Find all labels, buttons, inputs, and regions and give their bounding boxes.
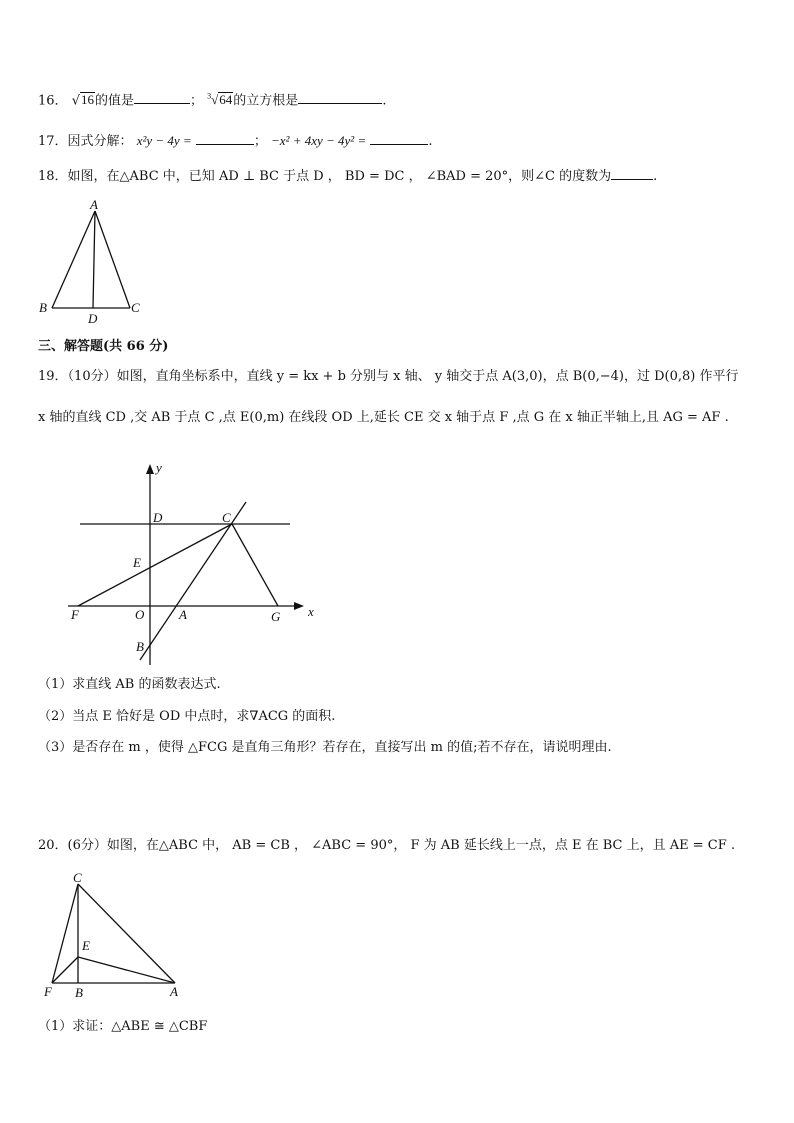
q18-triangle-figure [30,196,160,331]
label-y: y [156,460,162,475]
label-f: F [71,607,79,622]
section-title: 三、解答题(共 66 分) [38,339,169,354]
q20-triangle-figure [40,870,190,1005]
label-o: O [135,607,145,622]
q17-answer-blank-1[interactable] [196,132,254,145]
q18-number: 18． [38,169,68,184]
q17-expression-2: −x² + 4xy − 4y² = [271,133,367,148]
label-b: B [75,985,83,1000]
q17-end: . [428,134,433,149]
q17-answer-blank-2[interactable] [370,132,428,145]
segment-ca [78,884,175,983]
segment-fc [78,524,232,606]
question-19-line-2: x 轴的直线 CD ,交 AB 于点 C ,点 E(0,m) 在线段 OD 上,延长 CE 交 x 轴于点 F ,点 G 在 x 轴正半轴上,且 AG = AF . [38,410,729,425]
q18-text: 如图，在△ABC 中，已知 AD ⊥ BC 于点 D ， BD = DC ， ∠BAD = 20°，则∠C 的度数为 [67,169,612,184]
q17-separator: ； [253,134,267,149]
segment-cg [232,524,278,606]
q16-number: 16． [38,93,68,109]
label-e: E [133,555,141,570]
q19-subquestion-3: （3）是否存在 m ，使得 △FCG 是直角三角形？若存在，直接写出 m 的值;若不存在，请说明理由. [38,740,612,755]
label-f: F [44,984,52,999]
cbrt-radical: $^3$√ [207,92,219,108]
q19-coordinate-figure [60,460,330,670]
q16-separator: ； [190,93,204,109]
label-a: A [179,607,187,622]
question-16 [38,89,386,109]
question-18 [38,167,657,185]
segment-cf [52,884,78,983]
q16-answer-blank-1[interactable] [134,91,190,104]
segment-ab [52,211,95,308]
sqrt-radical: √ [71,93,80,109]
q16-answer-blank-2[interactable] [298,91,382,104]
label-a: A [170,984,178,999]
segment-ac [95,211,130,308]
question-17 [38,132,433,150]
label-b: B [136,639,144,654]
label-a: A [90,197,98,212]
question-20-line-1: 20．(6分）如图，在△ABC 中， AB = CB ， ∠ABC = 90°， F 为 AB 延长线上一点，点 E 在 BC 上，且 AE = CF . [38,838,736,853]
q18-answer-blank[interactable] [611,167,653,180]
q16-radicand-1: 16 [80,92,94,108]
label-c: C [222,510,231,525]
q16-text-2: 的立方根是 [233,93,299,109]
y-axis-arrow [146,464,154,474]
q20-subquestion-1: （1）求证：△ABE ≅ △CBF [38,1019,208,1034]
segment-ea [78,957,175,983]
q17-expression-1: x²y − 4y = [136,133,192,148]
q17-text: 因式分解： [67,134,133,149]
q17-number: 17． [38,134,68,149]
q19-subquestion-2: （2）当点 E 恰好是 OD 中点时，求∇ACG 的面积. [38,709,336,724]
label-d: D [153,510,163,525]
label-d: D [88,311,98,326]
label-e: E [82,938,90,953]
x-axis-arrow [294,602,304,610]
label-c: C [73,870,82,885]
question-19-line-1: 19．（10分）如图，直角坐标系中，直线 y = kx + b 分别与 x 轴、 y 轴交于点 A(3,0)，点 B(0,−4)，过 D(0,8) 作平行 [38,369,739,384]
q19-subquestion-1: （1）求直线 AB 的函数表达式. [38,677,221,692]
q16-radicand-2: 64 [219,92,233,108]
label-g: G [271,609,281,624]
q16-end: . [382,93,387,109]
label-c: C [131,300,140,315]
segment-ad [93,211,95,308]
label-b: B [39,300,47,315]
label-x: x [308,604,314,619]
q18-end: . [653,169,658,184]
q16-text-1: 的值是 [94,93,134,109]
